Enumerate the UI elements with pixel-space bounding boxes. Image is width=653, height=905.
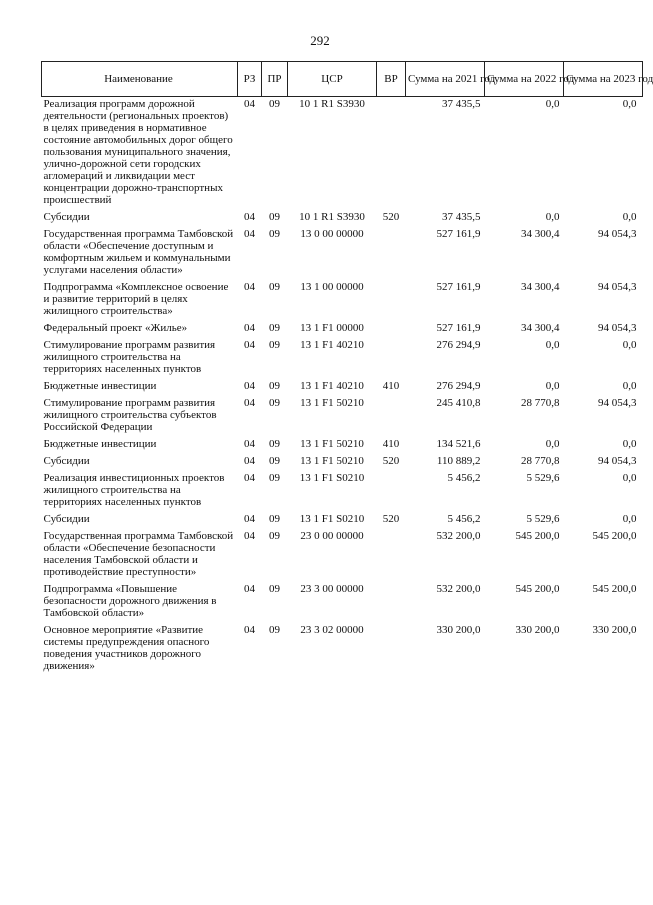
- table-body: [42, 97, 643, 677]
- row-sum-2022: 0,0: [545, 211, 560, 223]
- row-rz: 04: [244, 211, 255, 223]
- row-csr: 23 0 00 00000: [300, 530, 364, 542]
- header-sum-2021: Сумма на 2021 год: [406, 62, 485, 97]
- row-name: Бюджетные инвестиции: [43, 438, 157, 450]
- header-name: Наименование: [42, 62, 238, 97]
- row-csr: 10 1 R1 S3930: [299, 98, 365, 110]
- row-sum-2021: 276 294,9: [436, 380, 481, 392]
- row-sum-2022: 545 200,0: [515, 583, 560, 595]
- table-row: [42, 437, 643, 454]
- row-name: Субсидии: [43, 211, 90, 223]
- row-sum-2022: 28 770,8: [521, 455, 560, 467]
- row-name: Подпрограмма «Повышение безопасности дорожного движения в Тамбовской области»: [43, 583, 217, 619]
- row-pr: 09: [269, 397, 280, 409]
- row-sum-2022: 34 300,4: [521, 228, 560, 240]
- row-sum-2023: 330 200,0: [592, 624, 637, 636]
- header-vr: ВР: [377, 62, 406, 97]
- row-name: Федеральный проект «Жилье»: [43, 322, 188, 334]
- header-rz: РЗ: [238, 62, 262, 97]
- row-name: Субсидии: [43, 513, 90, 525]
- row-sum-2023: 0,0: [622, 98, 637, 110]
- row-rz: 04: [244, 455, 255, 467]
- row-rz: 04: [244, 380, 255, 392]
- row-pr: 09: [269, 530, 280, 542]
- row-csr: 23 3 02 00000: [300, 624, 364, 636]
- table-row: [42, 512, 643, 529]
- table-row: [42, 529, 643, 582]
- row-sum-2022: 545 200,0: [515, 530, 560, 542]
- row-sum-2021: 276 294,9: [436, 339, 481, 351]
- row-vr: [377, 97, 406, 211]
- row-sum-2022: 0,0: [545, 339, 560, 351]
- row-sum-2021: 37 435,5: [442, 211, 481, 223]
- row-pr: 09: [269, 98, 280, 110]
- row-sum-2021: 5 456,2: [447, 472, 481, 484]
- row-sum-2022: 5 529,6: [526, 513, 560, 525]
- row-name: Подпрограмма «Комплексное освоение и развитие территорий в целях жилищного строительства»: [43, 281, 229, 317]
- row-sum-2023: 94 054,3: [598, 322, 637, 334]
- row-csr: 13 1 00 00000: [300, 281, 364, 293]
- row-pr: 09: [269, 380, 280, 392]
- row-sum-2021: 5 456,2: [447, 513, 481, 525]
- row-sum-2021: 134 521,6: [436, 438, 481, 450]
- row-name: Бюджетные инвестиции: [43, 380, 157, 392]
- row-csr: 13 1 F1 50210: [300, 438, 364, 450]
- row-pr: 09: [269, 583, 280, 595]
- row-rz: 04: [244, 339, 255, 351]
- row-csr: 13 1 F1 00000: [300, 322, 364, 334]
- row-csr: 13 1 F1 50210: [300, 455, 364, 467]
- table-header-row: [42, 62, 643, 97]
- row-name: Реализация программ дорожной деятельности (региональных проектов) в целях приведения в нормативное состояние автомобильных дорог общего пользования муниципального значения, улично-дорожной сети городских агломераций и ликвидации мест концентрации дорожно-транспортных происшествий: [43, 98, 233, 206]
- table-row: [42, 623, 643, 676]
- row-rz: 04: [244, 397, 255, 409]
- row-name: Государственная программа Тамбовской области «Обеспечение доступным и комфортным жильем и коммунальными услугами населения области»: [43, 228, 234, 276]
- row-sum-2021: 110 889,2: [436, 455, 481, 467]
- row-vr: [377, 338, 406, 379]
- row-csr: 13 1 F1 40210: [300, 339, 364, 351]
- table-row: [42, 321, 643, 338]
- row-vr: [377, 623, 406, 676]
- row-name: Стимулирование программ развития жилищного строительства субъектов Российской Федерации: [43, 397, 217, 433]
- row-rz: 04: [244, 281, 255, 293]
- row-pr: 09: [269, 472, 280, 484]
- row-sum-2022: 0,0: [545, 98, 560, 110]
- table-row: [42, 379, 643, 396]
- table-row: [42, 582, 643, 623]
- row-csr: 10 1 R1 S3930: [299, 211, 365, 223]
- header-sum-2023: Сумма на 2023 год: [564, 62, 643, 97]
- row-pr: 09: [269, 228, 280, 240]
- row-sum-2022: 0,0: [545, 438, 560, 450]
- table-row: [42, 210, 643, 227]
- page-number: 292: [310, 33, 330, 48]
- row-pr: 09: [269, 211, 280, 223]
- row-rz: 04: [244, 472, 255, 484]
- row-rz: 04: [244, 322, 255, 334]
- header-csr: ЦСР: [288, 62, 377, 97]
- row-csr: 23 3 00 00000: [300, 583, 364, 595]
- row-rz: 04: [244, 98, 255, 110]
- row-sum-2023: 94 054,3: [598, 455, 637, 467]
- row-csr: 13 1 F1 S0210: [299, 472, 365, 484]
- row-sum-2022: 5 529,6: [526, 472, 560, 484]
- row-pr: 09: [269, 455, 280, 467]
- row-pr: 09: [269, 513, 280, 525]
- header-sum-2022: Сумма на 2022 год: [485, 62, 564, 97]
- row-vr: [377, 582, 406, 623]
- row-sum-2023: 94 054,3: [598, 397, 637, 409]
- row-pr: 09: [269, 438, 280, 450]
- row-rz: 04: [244, 583, 255, 595]
- row-vr: 410: [382, 380, 400, 392]
- row-sum-2022: 34 300,4: [521, 322, 560, 334]
- row-sum-2021: 532 200,0: [436, 530, 481, 542]
- row-vr: [377, 227, 406, 280]
- row-name: Реализация инвестиционных проектов жилищного строительства на территориях населенных пунктов: [43, 472, 225, 508]
- row-vr: 520: [382, 513, 400, 525]
- row-rz: 04: [244, 228, 255, 240]
- row-sum-2021: 527 161,9: [436, 322, 481, 334]
- table-row: [42, 97, 643, 211]
- table-row: [42, 227, 643, 280]
- row-sum-2022: 28 770,8: [521, 397, 560, 409]
- row-csr: 13 1 F1 50210: [300, 397, 364, 409]
- row-sum-2021: 532 200,0: [436, 583, 481, 595]
- row-sum-2023: 545 200,0: [592, 530, 637, 542]
- row-rz: 04: [244, 513, 255, 525]
- row-sum-2023: 0,0: [622, 380, 637, 392]
- row-vr: [377, 280, 406, 321]
- row-vr: [377, 321, 406, 338]
- row-name: Государственная программа Тамбовской области «Обеспечение безопасности населения Тамбовской области и противодействие преступности»: [43, 530, 234, 578]
- table-row: [42, 338, 643, 379]
- row-name: Основное мероприятие «Развитие системы предупреждения опасного поведения участников дорожного движения»: [43, 624, 210, 672]
- row-rz: 04: [244, 530, 255, 542]
- row-name: Субсидии: [43, 455, 90, 467]
- row-rz: 04: [244, 438, 255, 450]
- row-name: Стимулирование программ развития жилищного строительства на территориях населенных пунктов: [43, 339, 216, 375]
- row-pr: 09: [269, 624, 280, 636]
- row-sum-2021: 330 200,0: [436, 624, 481, 636]
- row-vr: [377, 529, 406, 582]
- table-row: [42, 396, 643, 437]
- row-vr: 520: [382, 211, 400, 223]
- row-csr: 13 1 F1 S0210: [299, 513, 365, 525]
- row-sum-2023: 0,0: [622, 513, 637, 525]
- row-sum-2023: 545 200,0: [592, 583, 637, 595]
- budget-table: [41, 61, 653, 676]
- row-sum-2022: 34 300,4: [521, 281, 560, 293]
- row-sum-2022: 330 200,0: [515, 624, 560, 636]
- row-sum-2022: 0,0: [545, 380, 560, 392]
- row-pr: 09: [269, 339, 280, 351]
- header-pr: ПР: [262, 62, 288, 97]
- row-vr: [377, 471, 406, 512]
- row-sum-2023: 0,0: [622, 211, 637, 223]
- row-vr: [377, 396, 406, 437]
- row-sum-2021: 37 435,5: [442, 98, 481, 110]
- row-sum-2023: 0,0: [622, 339, 637, 351]
- row-sum-2023: 0,0: [622, 438, 637, 450]
- row-pr: 09: [269, 281, 280, 293]
- row-sum-2023: 94 054,3: [598, 281, 637, 293]
- row-vr: 520: [382, 455, 400, 467]
- row-sum-2023: 94 054,3: [598, 228, 637, 240]
- row-rz: 04: [244, 624, 255, 636]
- row-pr: 09: [269, 322, 280, 334]
- table-row: [42, 280, 643, 321]
- row-sum-2023: 0,0: [622, 472, 637, 484]
- row-csr: 13 0 00 00000: [300, 228, 364, 240]
- row-sum-2021: 245 410,8: [436, 397, 481, 409]
- row-csr: 13 1 F1 40210: [300, 380, 364, 392]
- table-row: [42, 471, 643, 512]
- row-sum-2021: 527 161,9: [436, 228, 481, 240]
- row-sum-2021: 527 161,9: [436, 281, 481, 293]
- table-row: [42, 454, 643, 471]
- row-vr: 410: [382, 438, 400, 450]
